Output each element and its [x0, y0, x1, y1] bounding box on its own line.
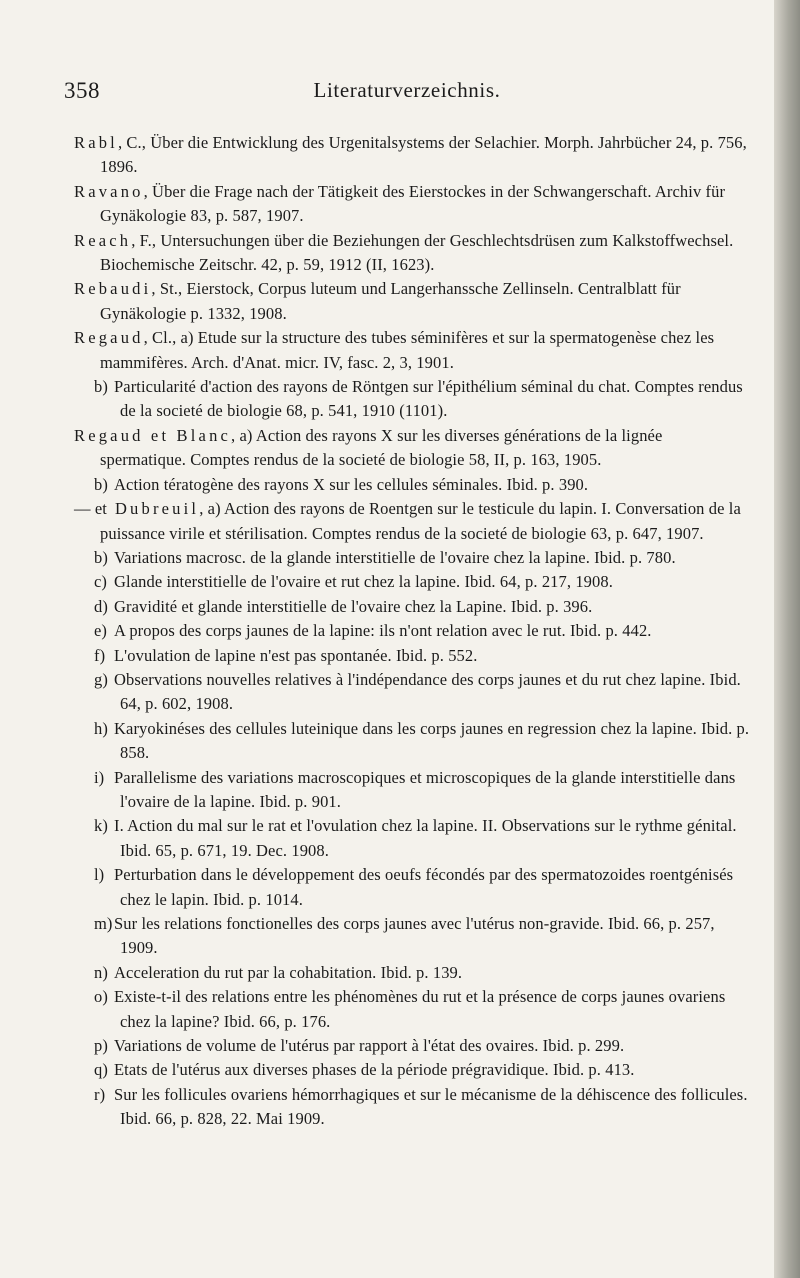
bibliography-sub-entry [74, 375, 750, 424]
sub-entry-marker: p) [94, 1036, 108, 1056]
entry-author: Regaud [74, 328, 144, 348]
bibliography-sub-entry [74, 546, 750, 570]
entry-text: Action tératogène des rayons X sur les cellules séminales. Ibid. p. 390. [114, 474, 589, 494]
entry-text: Particularité d'action des rayons de Röntgen sur l'épithélium séminal du chat. Comptes rendus de la societé de biologie 68, p. 541, 1910 (1101). [114, 377, 743, 421]
sub-entry-marker: c) [94, 572, 108, 592]
entry-text: , St., Eierstock, Corpus luteum und Langerhanssche Zellinseln. Centralblatt für Gynäkologie p. 1332, 1908. [100, 279, 681, 323]
bibliography-sub-entry [74, 961, 750, 985]
entry-author: Dubreuil [114, 499, 200, 519]
bibliography-entry [74, 277, 750, 326]
bibliography-sub-entry [74, 619, 750, 643]
bibliography-sub-entry [74, 644, 750, 668]
sub-entry-marker: q) [94, 1060, 108, 1080]
entry-text: Acceleration du rut par la cohabitation. Ibid. p. 139. [114, 962, 463, 982]
bibliography-sub-entry [74, 473, 750, 497]
bibliography-sub-entry [74, 717, 750, 766]
entry-author: Reach [74, 230, 132, 250]
bibliography-entry [74, 229, 750, 278]
sub-entry-marker: l) [94, 865, 105, 885]
entry-text: Sur les relations fonctionelles des corps jaunes avec l'utérus non-gravide. Ibid. 66, p. 257, 1909. [114, 914, 715, 958]
bibliography-entry [74, 497, 750, 546]
sub-entry-marker: b) [94, 474, 108, 494]
sub-entry-marker: n) [94, 962, 108, 982]
page-header [64, 78, 740, 108]
entry-text: , a) Action des rayons X sur les diverses générations de la lignée spermatique. Comptes rendus de la societé de biologie 58, II, p. 163, 1905. [100, 425, 663, 470]
entry-text: Glande interstitielle de l'ovaire et rut chez la lapine. Ibid. 64, p. 217, 1908. [114, 572, 613, 592]
sub-entry-marker: k) [94, 816, 108, 836]
bibliography-sub-entry [74, 863, 750, 912]
page-edge-shadow [774, 0, 800, 1278]
entry-text: , C., Über die Entwicklung des Urgenitalsystems der Selachier. Morph. Jahrbücher 24, p. 756, 1896. [100, 133, 747, 177]
entry-text: , Cl., a) Etude sur la structure des tubes séminifères et sur la spermatogenèse chez les mammifères. Arch. d'Anat. micr. IV, fasc. 2, 3, 1901. [100, 328, 715, 372]
entry-author: Regaud et Blanc [74, 425, 232, 445]
entry-text: Sur les follicules ovariens hémorrhagiques et sur le mécanisme de la déhiscence des follicules. Ibid. 66, p. 828, 22. Mai 1909. [114, 1084, 748, 1129]
entry-text: Perturbation dans le développement des oeufs fécondés par des spermatozoides roentgénisés chez le lapin. Ibid. p. 1014. [114, 865, 734, 909]
entry-text: Observations nouvelles relatives à l'indépendance des corps jaunes et du rut chez lapine. Ibid. 64, p. 602, 1908. [114, 669, 741, 714]
entry-text: Parallelisme des variations macroscopiques et microscopiques de la glande interstitielle dans l'ovaire de la lapine. Ibid. p. 901. [114, 767, 736, 811]
sub-entry-marker: m) [94, 914, 113, 933]
entry-text: Karyokinéses des cellules luteinique dans les corps jaunes en regression chez la lapine. Ibid. p. 858. [114, 718, 750, 763]
entry-text: Etats de l'utérus aux diverses phases de la période prégravidique. Ibid. p. 413. [114, 1060, 635, 1080]
bibliography-sub-entry [74, 985, 750, 1034]
bibliography-entry [74, 424, 750, 473]
entry-text: Variations de volume de l'utérus par rapport à l'état des ovaires. Ibid. p. 299. [114, 1036, 625, 1056]
bibliography-entry [74, 180, 750, 229]
bibliography-entry [74, 131, 750, 180]
entry-text: Existe-t-il des relations entre les phénomènes du rut et la présence de corps jaunes ovariens chez la lapine? Ibid. 66, p. 176. [114, 987, 726, 1031]
entry-text: I. Action du mal sur le rat et l'ovulation chez la lapine. II. Observations sur le rythme génital. Ibid. 65, p. 671, 19. Dec. 1908. [114, 816, 737, 860]
bibliography-sub-entry [74, 814, 750, 863]
entry-author: Rabl [74, 133, 118, 152]
bibliography-sub-entry [74, 912, 750, 961]
bibliography-sub-entry [74, 1058, 750, 1082]
entry-author: Rebaudi [74, 279, 152, 299]
sub-entry-marker: g) [94, 669, 108, 689]
sub-entry-marker: h) [94, 718, 108, 738]
entry-text: , F., Untersuchungen über die Beziehungen der Geschlechtsdrüsen zum Kalkstoffwechsel. Biochemische Zeitschr. 42, p. 59, 1912 (II, 1623). [100, 230, 734, 275]
bibliography-sub-entry [74, 1034, 750, 1058]
entry-author: Ravano [74, 181, 144, 201]
sub-entry-marker: o) [94, 987, 108, 1007]
bibliography-sub-entry [74, 595, 750, 619]
bibliography-sub-entry [74, 766, 750, 815]
sub-entry-marker: r) [94, 1084, 106, 1104]
entry-text: L'ovulation de lapine n'est pas spontanée. Ibid. p. 552. [114, 645, 478, 665]
running-title: Literaturverzeichnis. [313, 78, 501, 102]
entry-prefix: — et [74, 499, 107, 519]
sub-entry-marker: b) [94, 547, 108, 567]
entry-text: A propos des corps jaunes de la lapine: ils n'ont relation avec le rut. Ibid. p. 442. [114, 621, 652, 641]
entry-text: Variations macrosc. de la glande interstitielle de l'ovaire chez la lapine. Ibid. p. 780. [114, 547, 676, 567]
bibliography-sub-entry [74, 668, 750, 717]
sub-entry-marker: d) [94, 596, 108, 616]
entry-text: , Über die Frage nach der Tätigkeit des Eierstockes in der Schwangerschaft. Archiv für Gynäkologie 83, p. 587, 1907. [100, 181, 726, 226]
sub-entry-marker: b) [94, 377, 108, 397]
sub-entry-marker: i) [94, 767, 105, 787]
page-number: 358 [64, 78, 100, 103]
bibliography-sub-entry [74, 1083, 750, 1132]
sub-entry-marker: f) [94, 645, 106, 665]
bibliography-entry [74, 326, 750, 375]
bibliography-sub-entry [74, 570, 750, 594]
entry-text: Gravidité et glande interstitielle de l'ovaire chez la Lapine. Ibid. p. 396. [114, 596, 593, 616]
bibliography-list [74, 131, 750, 1132]
entry-text: , a) Action des rayons de Roentgen sur le testicule du lapin. I. Conversation de la puissance virile et stérilisation. Comptes rendus de la societé de biologie 63, p. 647, 1907. [100, 499, 741, 543]
sub-entry-marker: e) [94, 621, 108, 641]
